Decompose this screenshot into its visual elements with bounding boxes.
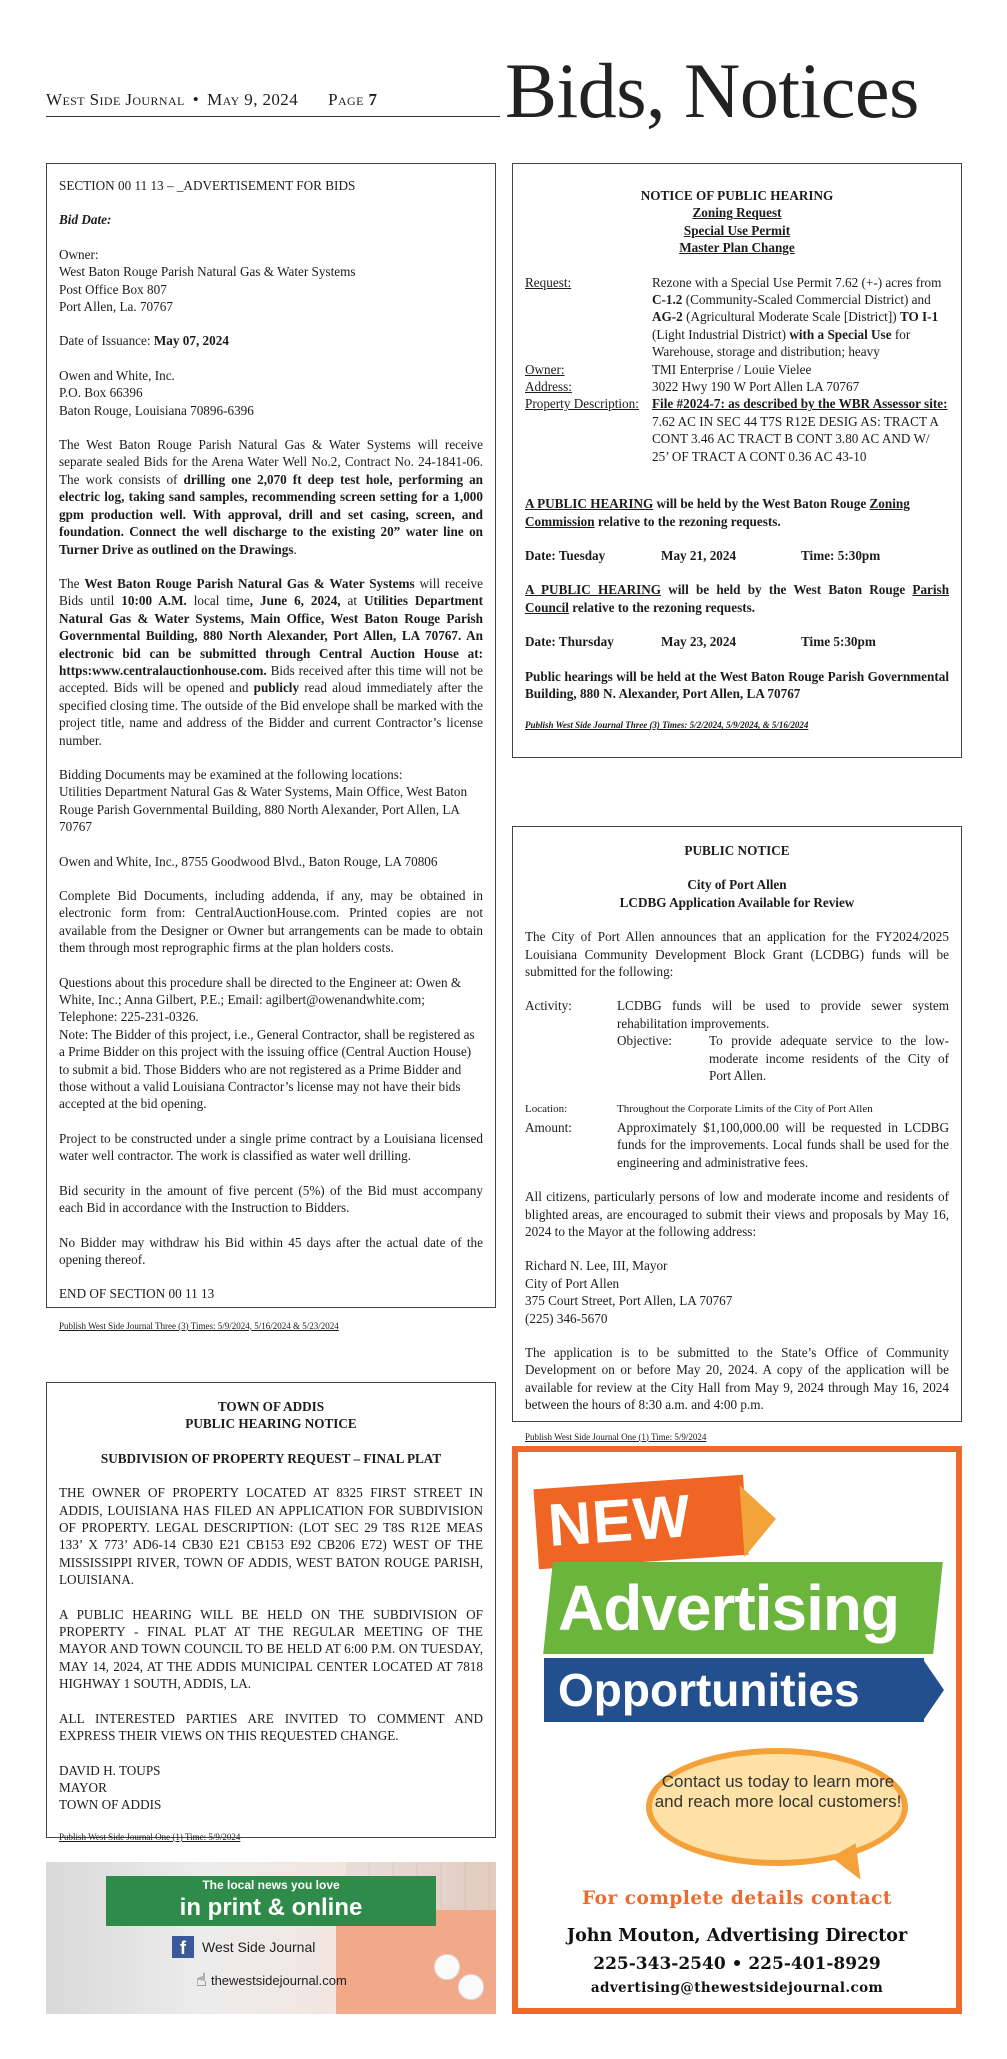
address-row: Address: 3022 Hwy 190 W Port Allen LA 70767 bbox=[525, 379, 860, 395]
new-label: NEW bbox=[545, 1482, 694, 1559]
bids-questions-paragraph: Questions about this procedure shall be directed to the Engineer at: Owen & White, Inc.; Anna Gilbert, P.E.; Email: agilbert@owenandwhite.com; Telephone: 225-231-0326. Note: The Bidder of this project, i.e., General Contractor, shall be registered as a Prime Bidder on this project with the issuing office (Central Auction House) to submit a bid. Those Bidders who are not registered as a Prime Bidder and those without a valid Louisiana Contractor’s license may not have their bids accepted at the bid opening. bbox=[59, 974, 475, 1112]
addis-paragraph-1: THE OWNER OF PROPERTY LOCATED AT 8325 FIRST STREET IN ADDIS, LOUISIANA HAS FILED AN APPLICATION FOR SUBDIVISION OF PROPERTY. LEGAL DESCRIPTION: (LOT SEC 29 T8S R12E MEAS 133’ X 773’ AD6-14 CB30 E21 CB153 E92 CB206 E72) WEST OF THE MISSISSIPPI RIVER, TOWN OF ADDIS, WEST BATON ROUGE PARISH, LOUISIANA. bbox=[59, 1485, 483, 1588]
zoning-hearing-date: Date: Tuesday May 21, 2024 Time: 5:30pm bbox=[525, 547, 881, 563]
issue-date: May 9, 2024 bbox=[207, 90, 299, 109]
masthead-rule bbox=[46, 116, 500, 117]
contact-person: John Mouton, Advertising Director bbox=[566, 1926, 908, 1946]
hearing-notice bbox=[512, 163, 962, 758]
addis-paragraph-2: A PUBLIC HEARING WILL BE HELD ON THE SUBDIVISION OF PROPERTY - FINAL PLAT AT THE REGULAR MEETING OF THE MAYOR AND TOWN COUNCIL TO BE HELD AT 6:00 P.M. ON TUESDAY, MAY 14, 2024, AT THE ADDIS MUNICIPAL CENTER LOCATED AT 7818 HIGHWAY 1 SOUTH, ADDIS, LA. bbox=[59, 1606, 483, 1692]
hearing-location: Public hearings will be held at the West Baton Rouge Parish Governmental Building, 880 N. Alexander, Port Allen, LA 70767 bbox=[525, 668, 949, 701]
page-number: 7 bbox=[368, 90, 378, 109]
masthead-dateline bbox=[46, 90, 377, 110]
promo-banner bbox=[106, 1876, 436, 1926]
addis-title: TOWN OF ADDIS bbox=[217, 1399, 325, 1414]
facebook-page-name: West Side Journal bbox=[202, 1939, 316, 1955]
notice-city: City of Port Allen bbox=[687, 877, 787, 893]
owner-block: Owner: West Baton Rouge Parish Natural Gas & Water Systems Post Office Box 807 Port Allen, La. 70767 bbox=[59, 246, 356, 315]
earbud-icon bbox=[458, 1974, 484, 2000]
facebook-link[interactable] bbox=[172, 1936, 315, 1958]
zoning-hearing-paragraph: A PUBLIC HEARING will be held by the West Baton Rouge Zoning Commission relative to the rezoning requests. bbox=[525, 496, 910, 529]
lcdbg-notice bbox=[512, 826, 962, 1442]
bids-documents-paragraph: Complete Bid Documents, including addenda, if any, may be obtained in electronic form from: CentralAuctionHouse.com. Printed copies are not available from the Designer or Owner but arrangements can be made to obtain them through most reprographic firms at the plan holders costs. bbox=[59, 888, 483, 956]
facebook-icon: f bbox=[172, 1936, 194, 1958]
page-label: Page 7 bbox=[328, 90, 378, 109]
bids-notice bbox=[46, 163, 496, 1331]
opportunities-arrow-icon bbox=[922, 1658, 944, 1722]
advertising-ad[interactable] bbox=[512, 1446, 962, 2014]
bids-security-paragraph: Bid security in the amount of five percent (5%) of the Bid must accompany each Bid in accordance with the Instruction to Bidders. bbox=[59, 1182, 483, 1216]
property-row: Property Description: File #2024-7: as described by the WBR Assessor site: 7.62 AC IN SEC 44 T7S R12E DESIG AS: TRACT A CONT 3.46 AC TRACT B CONT 3.80 AC AND W/ 25’ OF TRACT A CONT 0.36 AC 43-10 bbox=[525, 396, 948, 464]
bids-contract-paragraph: Project to be constructed under a single prime contract by a Louisiana licensed water well contractor. The work is classified as water well drilling. bbox=[59, 1130, 483, 1164]
location-row: Location: Throughout the Corporate Limits of the City of Port Allen bbox=[525, 1103, 873, 1116]
activity-row: Activity: LCDBG funds will be used to provide sewer system rehabilitation improvements. bbox=[525, 998, 949, 1031]
addis-paragraph-3: ALL INTERESTED PARTIES ARE INVITED TO COMMENT AND EXPRESS THEIR VIEWS ON THIS REQUESTED CHANGE. bbox=[59, 1710, 483, 1744]
promo-headline: in print & online bbox=[179, 1894, 363, 1921]
notice-intro: The City of Port Allen announces that an application for the FY2024/2025 Louisiana Community Development Block Grant (LCDBG) funds will be submitted for the following: bbox=[525, 929, 949, 980]
bids-examine-paragraph: Bidding Documents may be examined at the following locations: Utilities Department Natural Gas & Water Systems, Main Office, West Baton Rouge Parish Governmental Building, 880 North Alexander, Port Allen, LA 70767 bbox=[59, 766, 468, 835]
notice-subtitle: LCDBG Application Available for Review bbox=[619, 894, 855, 910]
notice-citizens: All citizens, particularly persons of low and moderate income and residents of blighted areas, are encouraged to submit their views and proposals by May 16, 2024 to the Mayor at the following address: bbox=[525, 1189, 949, 1239]
bids-receipt-paragraph: The West Baton Rouge Parish Natural Gas & Water Systems will receive Bids until 10:00 A.M. local time, June 6, 2024, at Utilities Department Natural Gas & Water Systems, Main Office, West Baton Rouge Parish Governmental Building, 880 North Alexander, Port Allen, LA 70767. An electronic bid can be submitted through Central Auction House at: https:www.centralauctionhouse.com. Bids received after this time will not be accepted. Bids will be opened and publicly read aloud immediately after the specified closing time. The outside of the Bid envelope shall be marked with the project title, name and address of the Bidder and current Contractor’s license number. bbox=[59, 575, 484, 748]
council-hearing-paragraph: A PUBLIC HEARING will be held by the West Baton Rouge Parish Council relative to the rezoning requests. bbox=[525, 582, 950, 615]
hearing-subtitle-permit: Special Use Permit bbox=[683, 222, 791, 238]
addis-notice bbox=[46, 1382, 496, 1842]
notice-title: PUBLIC NOTICE bbox=[684, 843, 790, 858]
objective-row: Objective: To provide adequate service to the low-moderate income residents of the City of Port Allen. bbox=[617, 1033, 949, 1084]
engineer-block: Owen and White, Inc. P.O. Box 66396 Baton Rouge, Louisiana 70896-6396 bbox=[59, 367, 254, 418]
section-title: Bids, Notices bbox=[505, 47, 919, 134]
issuance-date: Date of Issuance: May 07, 2024 bbox=[59, 333, 229, 349]
opportunities-label: Opportunities bbox=[558, 1664, 860, 1716]
website-link[interactable] bbox=[196, 1970, 347, 1991]
earbud-icon bbox=[434, 1954, 460, 1980]
addis-title-2: PUBLIC HEARING NOTICE bbox=[185, 1416, 357, 1432]
bids-engineer-address: Owen and White, Inc., 8755 Goodwood Blvd., Baton Rouge, LA 70806 bbox=[59, 853, 438, 869]
addis-subtitle: SUBDIVISION OF PROPERTY REQUEST – FINAL PLAT bbox=[100, 1450, 442, 1466]
details-line: For complete details contact bbox=[582, 1888, 892, 1909]
notice-closing: The application is to be submitted to the State’s Office of Community Development on or before May 20, 2024. A copy of the application will be available for review at the City Hall from May 9, 2024 through May 16, 2024 between the hours of 8:30 a.m. and 4:00 p.m. bbox=[525, 1344, 949, 1413]
bids-scope-paragraph: The West Baton Rouge Parish Natural Gas & Water Systems will receive separate sealed Bids for the Arena Water Well No.2, Contract No. 24-1841-06. The work consists of drilling one 2,070 ft deep test hole, performing an electric log, taking sand samples, recommending screen setting for a 1,000 gpm production well. With approval, drill and set casing, screen, and foundation. Connect the well discharge to the existing 20” water line on Turner Drive as outlined on the Drawings. bbox=[59, 437, 484, 557]
advertising-label: Advertising bbox=[558, 1572, 900, 1644]
request-row: Request: Rezone with a Special Use Permit 7.62 (+-) acres from C-1.2 (Community-Scaled Commercial District) and AG-2 (Agricultural Moderate Scale [District]) TO I-1 (Light Industrial District) with a Special Use for Warehouse, storage and distribution; heavy bbox=[525, 274, 942, 360]
amount-row: Amount: Approximately $1,100,000.00 will be requested in LCDBG funds for the improvements. Local funds shall be used for the engineering and administrative fees. bbox=[525, 1119, 949, 1170]
hearing-publish-line: Publish West Side Journal Three (3) Times: 5/2/2024, 5/9/2024, & 5/16/2024 bbox=[525, 720, 809, 731]
bids-withdraw-paragraph: No Bidder may withdraw his Bid within 45 days after the actual date of the opening thereof. bbox=[59, 1234, 483, 1267]
hearing-subtitle-plan: Master Plan Change bbox=[679, 240, 795, 256]
separator-dot-icon: • bbox=[192, 90, 200, 109]
bids-publish-line: Publish West Side Journal Three (3) Times: 5/9/2024, 5/16/2024 & 5/23/2024 bbox=[59, 1320, 339, 1331]
bids-end: END OF SECTION 00 11 13 bbox=[59, 1286, 215, 1302]
bids-heading: SECTION 00 11 13 – _ADVERTISEMENT FOR BIDS bbox=[59, 178, 356, 193]
contact-email[interactable]: advertising@thewestsidejournal.com bbox=[590, 1980, 884, 1996]
addis-publish-line: Publish West Side Journal One (1) Time: 5/9/2024 bbox=[59, 1831, 241, 1842]
cursor-click-icon: ☝ bbox=[196, 1970, 207, 1990]
new-arrow-icon bbox=[740, 1483, 779, 1557]
hearing-subtitle-zoning: Zoning Request bbox=[692, 205, 782, 221]
contact-callout: Contact us today to learn more and reach more local customers! bbox=[654, 1772, 902, 1811]
hearing-title: NOTICE OF PUBLIC HEARING bbox=[640, 188, 834, 203]
contact-phones[interactable]: 225-343-2540 • 225-401-8929 bbox=[593, 1954, 881, 1974]
website-url: thewestsidejournal.com bbox=[210, 1973, 347, 1988]
notice-publish-line: Publish West Side Journal One (1) Time: 5/9/2024 bbox=[525, 1431, 707, 1442]
bid-date: Bid Date: bbox=[59, 212, 112, 228]
addis-signature: DAVID H. TOUPS MAYOR TOWN OF ADDIS bbox=[59, 1762, 162, 1813]
promo-tagline: The local news you love bbox=[202, 1878, 340, 1892]
print-online-promo[interactable] bbox=[46, 1862, 496, 2014]
mayor-address: Richard N. Lee, III, Mayor City of Port Allen 375 Court Street, Port Allen, LA 70767 (225) 346-5670 bbox=[525, 1258, 733, 1326]
owner-row: Owner: TMI Enterprise / Louie Vielee bbox=[525, 361, 812, 377]
paper-name: West Side Journal bbox=[46, 90, 185, 109]
council-hearing-date: Date: Thursday May 23, 2024 Time 5:30pm bbox=[525, 634, 876, 650]
